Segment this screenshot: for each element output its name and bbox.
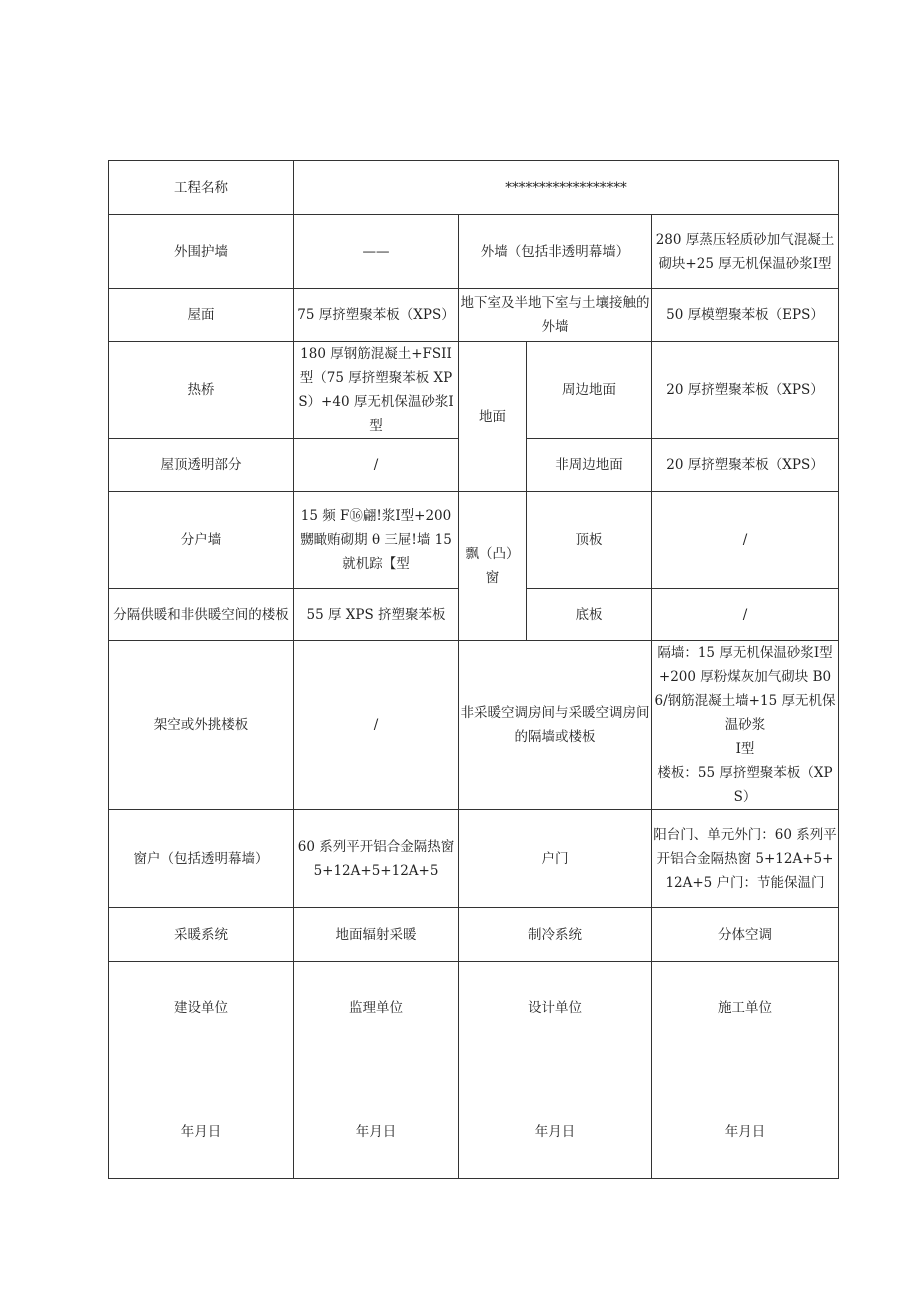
exterior-wall-value: 280 厚蒸压轻质砂加气混凝土砌块+25 厚无机保温砂浆Ⅰ型 [652, 215, 839, 289]
energy-form-table [108, 160, 839, 1179]
enclosure-value: —— [294, 215, 459, 289]
overhead-floor-value: / [294, 641, 459, 810]
heated-floor-label: 分隔供暖和非供暖空间的楼板 [109, 589, 294, 641]
roof-transparent-label: 屋顶透明部分 [109, 439, 294, 492]
door-label: 户门 [459, 810, 652, 908]
roof-label: 屋面 [109, 289, 294, 342]
separation-wall-line: 隔墙：15 厚无机保温砂浆Ⅰ型+200 厚粉煤灰加气砌块 B06/钢筋混凝土墙+15 厚无机保温砂浆 [654, 645, 836, 733]
signature-unit-name: 建设单位 [174, 1000, 228, 1016]
basement-wall-label: 地下室及半地下室与土壤接触的外墙 [459, 289, 652, 342]
signature-construction [109, 962, 294, 1179]
thermal-bridge-label: 热桥 [109, 342, 294, 439]
signature-contractor [652, 962, 839, 1179]
project-name-label: 工程名称 [109, 161, 294, 215]
project-name-value: ****************** [294, 161, 839, 215]
signature-date: 年月日 [355, 1124, 397, 1140]
bay-window-top-value: / [652, 492, 839, 589]
bay-window-bottom-label: 底板 [527, 589, 652, 641]
separation-floor-line: 楼板：55 厚挤塑聚苯板（XPS） [657, 765, 833, 805]
signature-unit-name: 监理单位 [349, 1000, 403, 1016]
signature-supervision [294, 962, 459, 1179]
roof-transparent-value: / [294, 439, 459, 492]
enclosure-label: 外围护墙 [109, 215, 294, 289]
heated-floor-value: 55 厚 XPS 挤塑聚苯板 [294, 589, 459, 641]
heating-system-label: 采暖系统 [109, 908, 294, 962]
ground-label: 地面 [459, 342, 527, 492]
cooling-system-label: 制冷系统 [459, 908, 652, 962]
exterior-wall-label: 外墙（包括非透明幕墙） [459, 215, 652, 289]
signature-date: 年月日 [724, 1124, 766, 1140]
basement-wall-value: 50 厚模塑聚苯板（EPS） [652, 289, 839, 342]
thermal-bridge-value: 180 厚钢筋混凝土+FSII 型（75 厚挤塑聚苯板 XPS）+40 厚无机保温砂浆Ⅰ型 [294, 342, 459, 439]
windows-label: 窗户（包括透明幕墙） [109, 810, 294, 908]
heating-system-value: 地面辐射采暖 [294, 908, 459, 962]
separation-type-line: Ⅰ型 [735, 741, 755, 757]
bay-window-label: 飘（凸）窗 [459, 492, 527, 641]
non-perimeter-ground-label: 非周边地面 [527, 439, 652, 492]
signature-design [459, 962, 652, 1179]
roof-value: 75 厚挤塑聚苯板（XPS） [294, 289, 459, 342]
perimeter-ground-label: 周边地面 [527, 342, 652, 439]
signature-date: 年月日 [534, 1124, 576, 1140]
cooling-system-value: 分体空调 [652, 908, 839, 962]
partition-wall-label: 分户墙 [109, 492, 294, 589]
partition-wall-value: 15 频 F⑯翩!浆Ⅰ型+200 嬲瞰贿砌期 θ 三屉!墙 15 就机踪【型 [294, 492, 459, 589]
separation-label: 非采暖空调房间与采暖空调房间的隔墙或楼板 [459, 641, 652, 810]
signature-unit-name: 施工单位 [718, 1000, 772, 1016]
door-value: 阳台门、单元外门：60 系列平开铝合金隔热窗 5+12A+5+12A+5 户门：节能保温门 [652, 810, 839, 908]
bay-window-bottom-value: / [652, 589, 839, 641]
signature-unit-name: 设计单位 [528, 1000, 582, 1016]
bay-window-top-label: 顶板 [527, 492, 652, 589]
overhead-floor-label: 架空或外挑楼板 [109, 641, 294, 810]
signature-date: 年月日 [180, 1124, 222, 1140]
separation-value [652, 641, 839, 810]
non-perimeter-ground-value: 20 厚挤塑聚苯板（XPS） [652, 439, 839, 492]
windows-value: 60 系列平开铝合金隔热窗 5+12A+5+12A+5 [294, 810, 459, 908]
perimeter-ground-value: 20 厚挤塑聚苯板（XPS） [652, 342, 839, 439]
